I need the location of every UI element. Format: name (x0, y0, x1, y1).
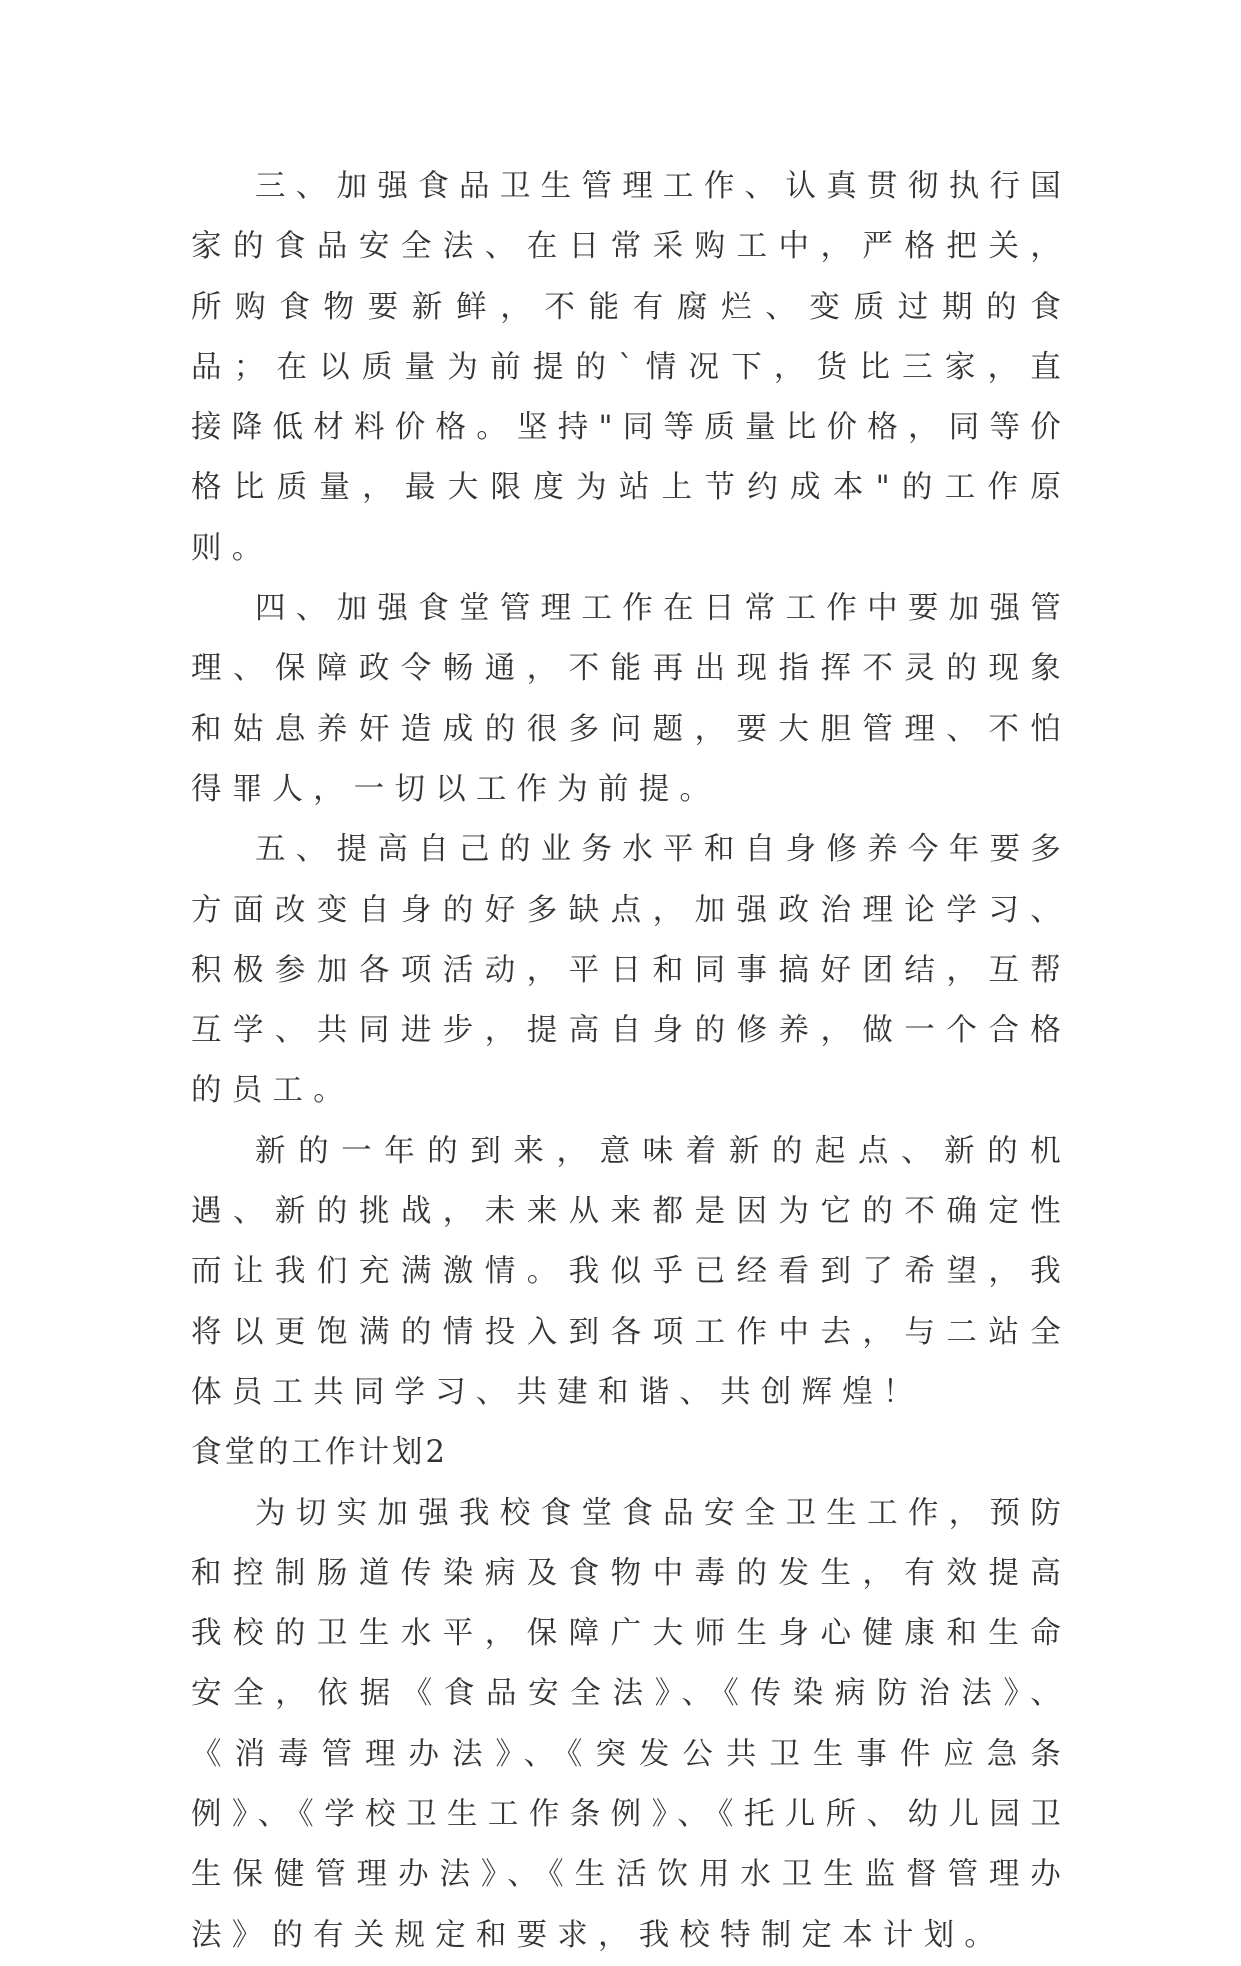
paragraph-self-improvement: 五、提高自己的业务水平和自身修养今年要多方面改变自身的好多缺点，加强政治理论学习、积极参加各项活动，平日和同事搞好团结，互帮互学、共同进步，提高自身的修养，做一个合格的员工。 (191, 832, 1071, 1109)
paragraph-new-year: 新的一年的到来，意味着新的起点、新的机遇、新的挑战，未来从来都是因为它的不确定性而让我们充满激情。我似乎已经看到了希望，我将以更饱满的情投入到各项工作中去，与二站全体员工共同学习、共建和谐、共创辉煌！ (191, 1133, 1071, 1410)
document-body (191, 157, 1071, 1966)
paragraph-food-hygiene: 三、加强食品卫生管理工作、认真贯彻执行国家的食品安全法、在日常采购工中，严格把关，所购食物要新鲜，不能有腐烂、变质过期的食品；在以质量为前提的`情况下，货比三家，直接降低材料价格。坚持"同等质量比价格，同等价格比质量，最大限度为站上节约成本"的工作原则。 (191, 169, 1071, 566)
paragraph-canteen-management: 四、加强食堂管理工作在日常工作中要加强管理、保障政令畅通，不能再出现指挥不灵的现象和姑息养奸造成的很多问题，要大胆管理、不怕得罪人，一切以工作为前提。 (191, 591, 1071, 807)
section-heading: 食堂的工作计划2 (191, 1435, 448, 1471)
paragraph-plan-intro: 为切实加强我校食堂食品安全卫生工作，预防和控制肠道传染病及食物中毒的发生，有效提高我校的卫生水平，保障广大师生身心健康和生命安全，依据《食品安全法》、《传染病防治法》、《消毒管理办法》、《突发公共卫生事件应急条例》、《学校卫生工作条例》、《托儿所、幼儿园卫生保健管理办法》、《生活饮用水卫生监督管理办法》的有关规定和要求，我校特制定本计划。 (191, 1495, 1071, 1953)
